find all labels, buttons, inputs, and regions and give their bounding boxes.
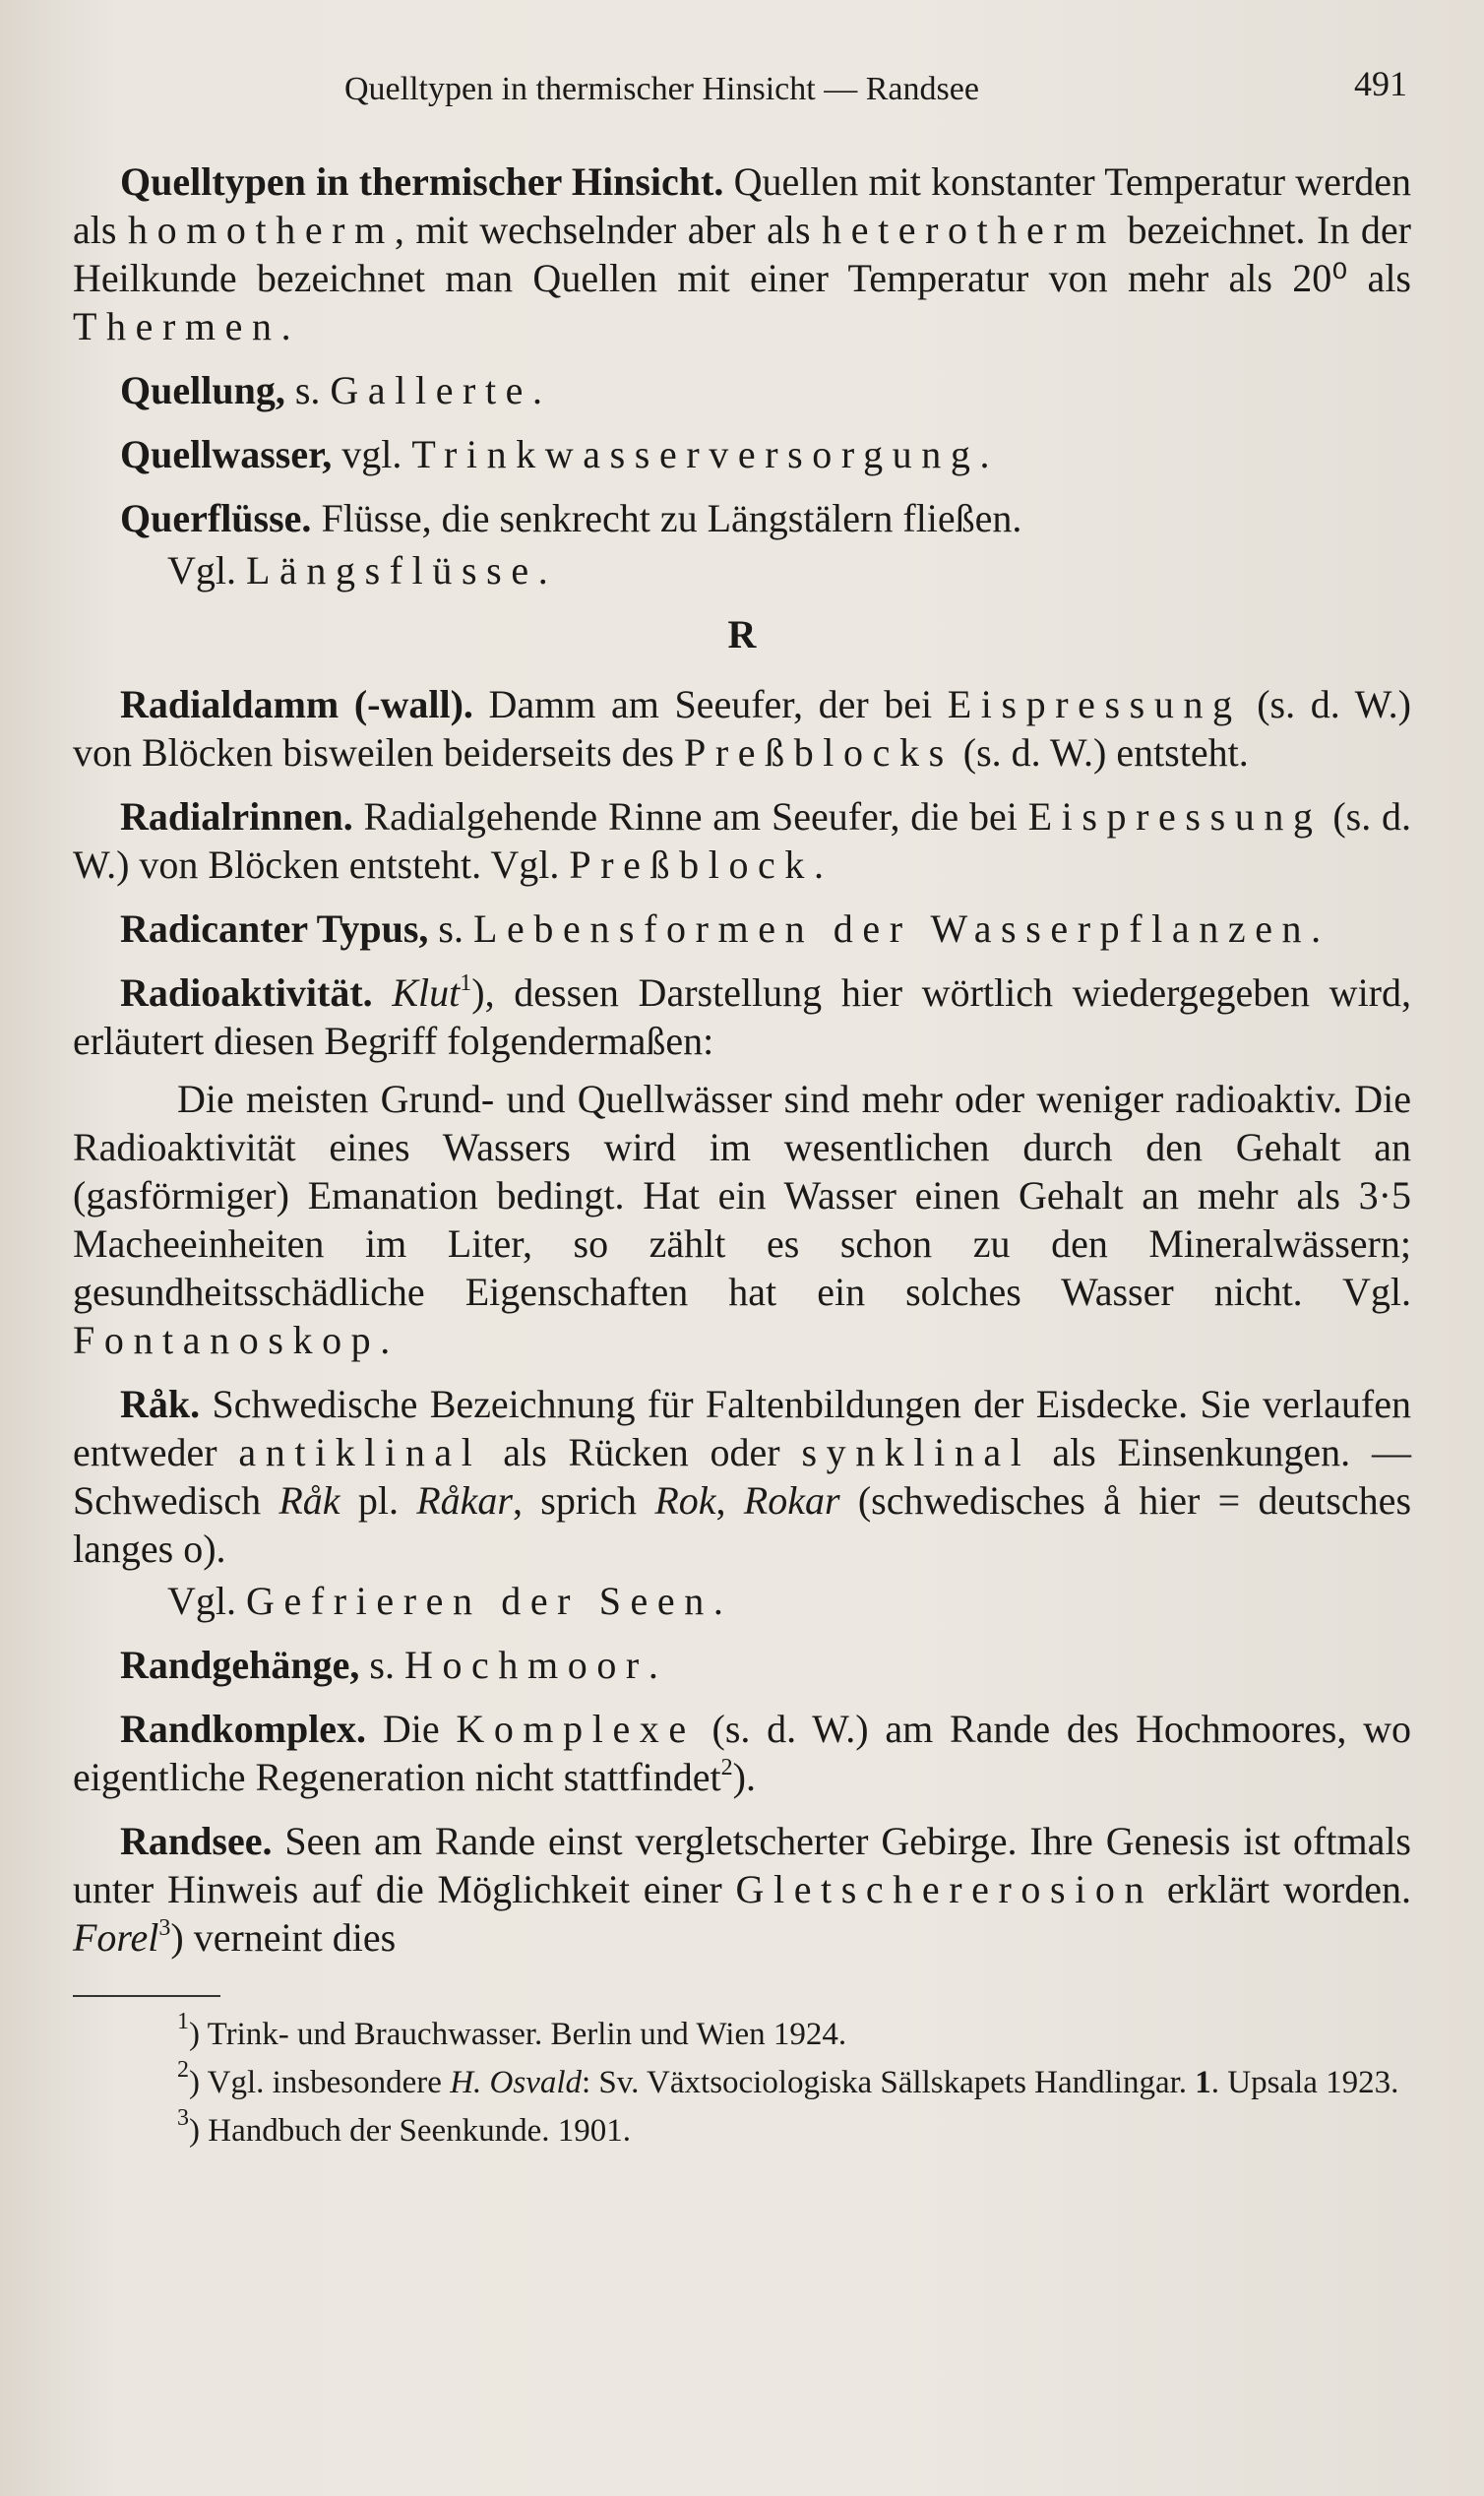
entry-headword: Radioaktivität. xyxy=(120,970,373,1015)
entry-radialrinnen: Radialrinnen. Radialgehende Rinne am Seeufer, die bei Eispressung (s. d. W.) von Blöcken entsteht. Vgl. Preßblock. xyxy=(73,794,1411,887)
entry-headword: Quelltypen in thermischer Hinsicht. xyxy=(120,159,724,204)
quoted-passage: Die meisten Grund- und Quellwässer sind mehr oder weniger radioaktiv. Die Radioaktivität eines Wassers wird im wesentlichen durch den Gehalt an (gasförmiger) Emanation bedingt. Hat ein Wasser einen Gehalt an mehr als 3·5 Macheeinheiten im Liter, so zählt es schon zu den Mineralwässern; gesundheitsschädliche Eigenschaften hat ein solches Wasser nicht. Vgl. Fontanoskop. xyxy=(73,1077,1411,1362)
author-name: Klut xyxy=(392,970,461,1015)
cross-reference: Eispressung xyxy=(947,682,1242,726)
swedish-term: Råkar xyxy=(416,1478,513,1523)
entry-randgehaenge: Randgehänge, s. Hochmoor. xyxy=(120,1643,658,1687)
entry-radicanter-typus: Radicanter Typus, s. Lebensformen der Wasserpflanzen. xyxy=(120,906,1322,951)
entry-headword: Querflüsse. xyxy=(120,496,312,540)
footnote-marker: 3 xyxy=(158,1915,171,1941)
entry-querfluesse: Querflüsse. Flüsse, die senkrecht zu Längstälern fließen. xyxy=(120,496,1022,540)
entry-headword: Randkomplex. xyxy=(120,1707,367,1751)
section-letter: R xyxy=(727,612,757,656)
spaced-term: Thermen xyxy=(73,304,281,348)
cross-reference: Eispressung xyxy=(1027,794,1323,839)
volume-number: 1 xyxy=(1195,2065,1211,2100)
footnote-marker: 2 xyxy=(720,1755,733,1780)
entry-rak-vgl: Vgl. Gefrieren der Seen. xyxy=(167,1579,723,1623)
entry-radioaktivitaet: Radioaktivität. Klut$^1$), dessen Darstellung hier wörtlich wiedergegeben wird, erläutert diesen Begriff folgendermaßen: xyxy=(73,970,1412,1063)
author-name: Forel xyxy=(73,1915,159,1960)
entry-quelltypen: Quelltypen in thermischer Hinsicht. Quellen mit konstanter Temperatur werden als homotherm, mit wechselnder aber als heterotherm bezeichnet. In der Heilkunde bezeichnet man Quellen mit einer Temperatur von mehr als 20⁰ als Thermen. xyxy=(73,159,1412,348)
spaced-term: antiklinal xyxy=(238,1430,482,1474)
swedish-term: Rokar xyxy=(743,1478,840,1523)
entry-headword: Quellwasser, xyxy=(120,432,333,476)
cross-reference: Preßblocks xyxy=(683,730,954,775)
entry-randkomplex: Randkomplex. Die Komplexe (s. d. W.) am Rande des Hochmoores, wo eigentliche Regeneration nicht stattfindet$^2$). xyxy=(73,1707,1411,1799)
cross-reference: Komplexe xyxy=(456,1707,696,1751)
spaced-term: heterotherm xyxy=(822,208,1116,252)
cross-reference: Gefrieren der Seen xyxy=(246,1579,713,1623)
entry-quellwasser: Quellwasser, vgl. Trinkwasserversorgung. xyxy=(120,432,990,476)
entry-querfluesse-vgl: Vgl. Längsflüsse. xyxy=(167,548,548,593)
footnote-number: 3 xyxy=(177,2105,189,2131)
footnote-number: 2 xyxy=(177,2057,189,2083)
cross-reference: Längsflüsse xyxy=(246,548,538,593)
entry-headword: Radialdamm (-wall). xyxy=(120,682,473,726)
page-header xyxy=(285,63,1407,122)
entry-headword: Randsee. xyxy=(120,1819,273,1863)
footnote-number: 1 xyxy=(177,2009,189,2034)
spaced-term: homotherm xyxy=(128,208,395,252)
entry-randsee: Randsee. Seen am Rande einst vergletscherter Gebirge. Ihre Genesis ist oftmals unter Hinweis auf die Möglichkeit einer Gletschererosion erklärt worden. Forel$^3$) verneint dies xyxy=(73,1819,1411,1960)
entry-radialdamm: Radialdamm (-wall). Damm am Seeufer, der bei Eispressung (s. d. W.) von Blöcken bisweilen beiderseits des Preßblocks (s. d. W.) entsteht. xyxy=(73,682,1411,775)
footnotes xyxy=(73,2009,1411,2152)
dictionary-body xyxy=(73,157,1411,2159)
page-number: 491 xyxy=(1354,64,1407,103)
cross-reference: Gallerte xyxy=(330,368,533,412)
running-title: Quelltypen in thermischer Hinsicht — Randsee xyxy=(344,71,979,107)
footnote-1: $^1$) Trink- und Brauchwasser. Berlin und Wien 1924. xyxy=(177,2009,847,2052)
spaced-term: Gletschererosion xyxy=(735,1867,1154,1911)
footnote-divider xyxy=(73,1995,220,1997)
entry-rak: Råk. Schwedische Bezeichnung für Faltenbildungen der Eisdecke. Sie verlaufen entweder antiklinal als Rücken oder synklinal als Einsenkungen. — Schwedisch Råk pl. Råkar, sprich Rok, Rokar (schwedisches å hier = deutsches langes o). xyxy=(73,1382,1412,1571)
cross-reference: Preßblock xyxy=(569,842,814,887)
footnote-2: $^2$) Vgl. insbesondere H. Osvald: Sv. Växtsociologiska Sällskapets Handlingar. 1. Upsala 1923. xyxy=(177,2057,1399,2100)
entry-headword: Randgehänge, xyxy=(120,1643,360,1687)
cross-reference: Hochmoor xyxy=(403,1643,649,1687)
cross-reference: Lebensformen der Wasserpflanzen xyxy=(472,906,1312,951)
author-name: H. Osvald xyxy=(450,2065,583,2100)
footnote-3: $^3$) Handbuch der Seenkunde. 1901. xyxy=(177,2105,632,2149)
swedish-term: Rok xyxy=(654,1478,716,1523)
cross-reference: Fontanoskop xyxy=(73,1318,381,1362)
spaced-term: synklinal xyxy=(801,1430,1031,1474)
swedish-term: Råk xyxy=(278,1478,340,1523)
entry-quellung: Quellung, s. Gallerte. xyxy=(120,368,543,412)
entry-headword: Radicanter Typus, xyxy=(120,906,429,951)
entry-headword: Quellung, xyxy=(120,368,285,412)
cross-reference: Trinkwasserversorgung xyxy=(411,432,980,476)
footnote-marker: 1 xyxy=(460,970,472,996)
entry-headword: Råk. xyxy=(120,1382,201,1426)
entry-headword: Radialrinnen. xyxy=(120,794,353,839)
